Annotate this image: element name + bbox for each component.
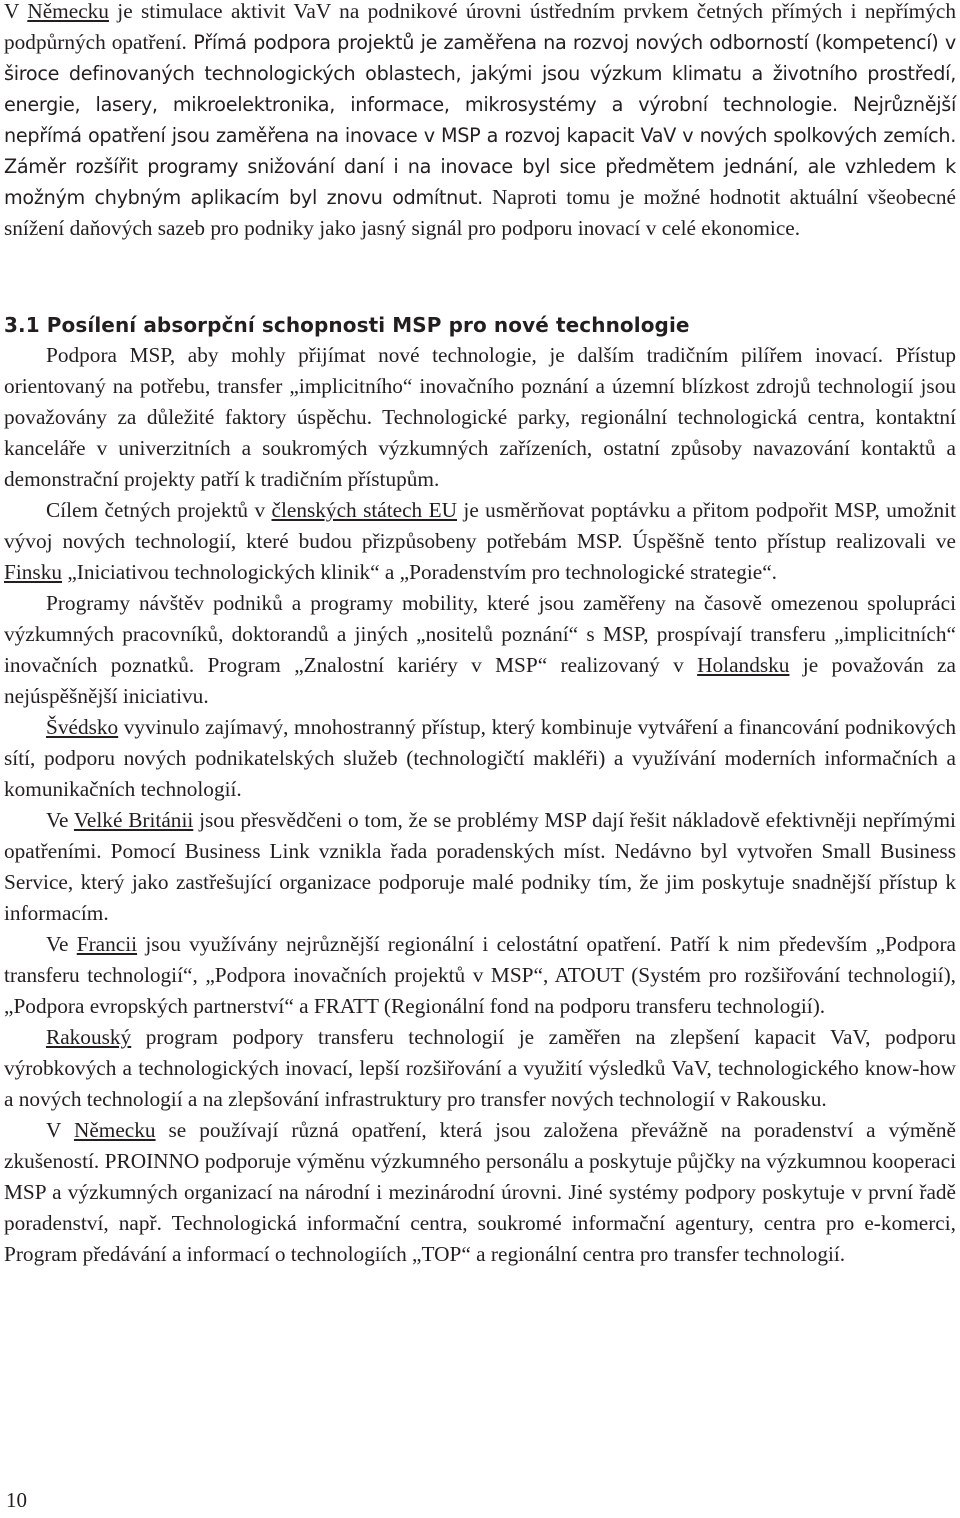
text-run: Naproti tomu je možné hodnotit aktuální všeobecné snížení daňových sazeb pro podniky jako jasný signál pro podporu inovací v celé ekonomice. xyxy=(4,185,957,240)
link-sweden[interactable]: Švédsko xyxy=(46,715,119,739)
paragraph-germany-intro xyxy=(4,0,956,244)
page-number: 10 xyxy=(6,1488,27,1512)
text-run: je stimulace aktivit VaV na podnikové úrovni ústředním prvkem četných přímých i nepřímých podpůrných opatření. xyxy=(4,0,956,54)
section-heading: 3.1 Posílení absorpční schopnosti MSP pro nové technologie xyxy=(4,313,690,337)
text-run: jsou přesvědčeni o tom, že se problémy MSP dají řešit nákladově efektivněji nepřímými opatřeními. Pomocí Business Link vznikla řada poradenských míst. Nedávno byl vytvořen Small Business Service, který jako zastřešující organizace podporuje malé podniky tím, že jim poskytuje snadnější přístup k informacím. xyxy=(4,808,956,925)
text-run: Ve xyxy=(46,808,74,832)
link-eu-member-states[interactable]: členských státech EU xyxy=(271,498,457,522)
text-run: vyvinulo zajímavý, mnohostranný přístup, který kombinuje vytváření a financování podnikových sítí, podporu nových podnikatelských služeb (technologičtí makléři) a využívání moderních informačních a komunikačních technologií. xyxy=(4,715,956,801)
link-finland[interactable]: Finsku xyxy=(4,560,62,584)
text-run: V xyxy=(4,0,28,23)
text-run: V xyxy=(46,1118,74,1142)
paragraph-united-kingdom xyxy=(4,805,956,929)
link-germany-2[interactable]: Německu xyxy=(73,1118,156,1142)
paragraph-france xyxy=(4,929,956,1022)
paragraph-mobility-programs xyxy=(4,588,956,712)
text-run: Programy návštěv podniků a programy mobility, které jsou zaměřeny na časově omezenou spolupráci výzkumných pracovníků, doktorandů a jiných „nositelů poznání“ s MSP, prospívají transferu „implicitních“ inovačních poznatků. Program „Znalostní kariéry v MSP“ realizovaný v xyxy=(4,591,956,677)
text-run: se používají různá opatření, která jsou založena převážně na poradenství a výměně zkušeností. PROINNO podporuje výměnu výzkumného personálu a poskytuje půjčky na výzkumnou kooperaci MSP a výzkumných organizací na národní i mezinárodní úrovni. Jiné systémy podpory poskytuje v první řadě poradenství, např. Technologická informační centra, soukromé informační agentury, centra pro e-komerci, Program předávání a informací o technologiích „TOP“ a regionální centra pro transfer technologií. xyxy=(4,1118,956,1266)
section-body xyxy=(4,340,956,1270)
text-run: „Iniciativou technologických klinik“ a „Poradenstvím pro technologické strategie“. xyxy=(62,560,777,584)
text-run: jsou využívány nejrůznější regionální i celostátní opatření. Patří k nim především „Podpora transferu technologií“, „Podpora inovačních projektů v MSP“, ATOUT (Systém pro rozšiřování technologií), „Podpora evropských partnerství“ a FRATT (Regionální fond na podporu transferu technologií). xyxy=(4,932,957,1018)
text-run: Ve xyxy=(46,932,77,956)
link-germany[interactable]: Německu xyxy=(27,0,109,23)
text-run-sans: Přímá podpora projektů je zaměřena na rozvoj nových odborností (kompetencí) v široce definovaných technologických oblastech, jakými jsou výzkum klimatu a životního prostředí, energie, lasery, mikroelektronika, informace, mikrosystémy a výrobní technologie. Nejrůznější nepřímá opatření jsou zaměřena na inovace v MSP a rozvoj kapacit VaV v nových spolkových zemích. Záměr rozšířit programy snižování daní i na inovace byl sice předmětem jednání, ale vzhledem k možným chybným aplikacím byl znovu odmítnut. xyxy=(4,31,956,209)
paragraph-sweden xyxy=(4,712,956,805)
paragraph-eu-projects xyxy=(4,495,956,588)
paragraph-msp-support: Podpora MSP, aby mohly přijímat nové technologie, je dalším tradičním pilířem inovací. Přístup orientovaný na potřebu, transfer „implicitního“ inovačního poznání a územní blízkost zdrojů technologií jsou považovány za důležité faktory úspěchu. Technologické parky, regionální technologická centra, kontaktní kanceláře v univerzitních a soukromých výzkumných zařízeních, ostatní způsoby navazování kontaktů a demonstrační projekty patří k tradičním přístupům. xyxy=(4,343,956,491)
text-run: program podpory transferu technologií je zaměřen na zlepšení kapacit VaV, podporu výrobkových a technologických inovací, lepší rozšiřování a využití výsledků VaV, technologického know-how a nových technologií a na zlepšování infrastruktury pro transfer nových technologií v Rakousku. xyxy=(4,1025,956,1111)
paragraph-austria xyxy=(4,1022,956,1115)
text-run: je považován za nejúspěšnější iniciativu. xyxy=(4,653,956,708)
text-run: je usměrňovat poptávku a přitom podpořit MSP, umožnit vývoj nových technologií, které budou přizpůsobeny potřebám MSP. Úspěšně tento přístup realizovali ve xyxy=(4,498,956,553)
link-france[interactable]: Francii xyxy=(76,932,138,956)
paragraph-germany-consulting xyxy=(4,1115,956,1270)
text-run: Cílem četných projektů v xyxy=(46,498,272,522)
link-netherlands[interactable]: Holandsku xyxy=(697,653,790,677)
link-austria[interactable]: Rakouský xyxy=(46,1025,132,1049)
link-united-kingdom[interactable]: Velké Británii xyxy=(73,808,194,832)
